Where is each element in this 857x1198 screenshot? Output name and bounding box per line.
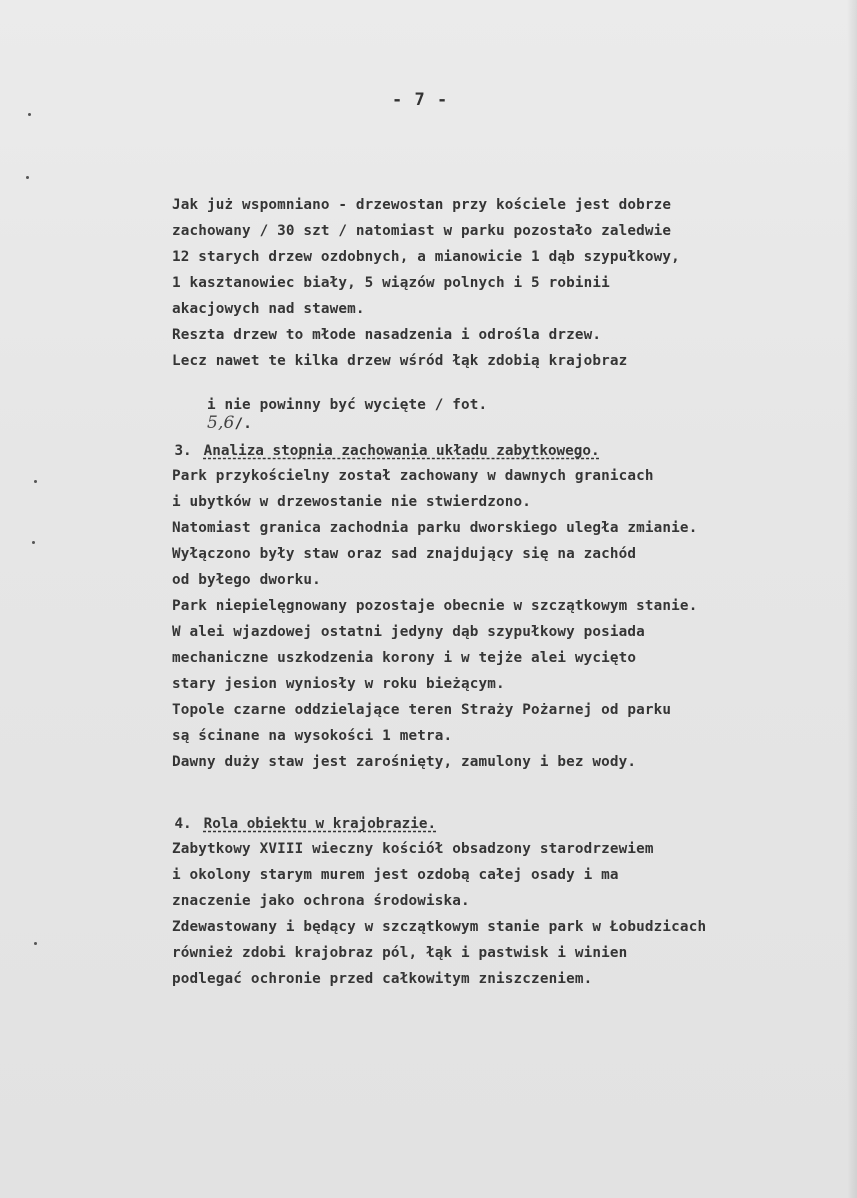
- page-edge-shadow: [847, 0, 857, 1198]
- text-line: Zdewastowany i będący w szczątkowym stanie park w Łobudzicach: [172, 919, 707, 935]
- section-number: 3.: [174, 443, 192, 459]
- text-line: również zdobi krajobraz pól, łąk i pastwisk i winien: [172, 945, 628, 961]
- text-line: Zabytkowy XVIII wieczny kościół obsadzony starodrzewiem: [172, 841, 654, 857]
- text-line: Jak już wspomniano - drzewostan przy kościele jest dobrze: [172, 197, 672, 213]
- text-line: zachowany / 30 szt / natomiast w parku pozostało zaledwie: [172, 223, 672, 239]
- text-line: mechaniczne uszkodzenia korony i w tejże alei wycięto: [172, 650, 637, 666]
- text-line: 1 kasztanowiec biały, 5 wiązów polnych i 5 robinii: [172, 275, 610, 291]
- text-line: Lecz nawet te kilka drzew wśród łąk zdobią krajobraz: [172, 353, 628, 369]
- section-title: Rola obiektu w krajobrazie.: [203, 816, 437, 832]
- text-line: Dawny duży staw jest zarośnięty, zamulony i bez wody.: [172, 754, 637, 770]
- text-fragment: /.: [234, 416, 253, 432]
- text-line: i ubytków w drzewostanie nie stwierdzono.: [172, 494, 532, 510]
- section-title: Analiza stopnia zachowania układu zabytkowego.: [203, 443, 600, 459]
- margin-mark: [34, 942, 37, 945]
- section-number: 4.: [174, 816, 192, 832]
- text-line: podlegać ochronie przed całkowitym zniszczeniem.: [172, 971, 593, 987]
- text-line: są ścinane na wysokości 1 metra.: [172, 728, 453, 744]
- margin-mark: [34, 480, 37, 483]
- text-line: znaczenie jako ochrona środowiska.: [172, 893, 470, 909]
- text-line: W alei wjazdowej ostatni jedyny dąb szypułkowy posiada: [172, 624, 645, 640]
- text-line: Topole czarne oddzielające teren Straży Pożarnej od parku: [172, 702, 672, 718]
- text-line: stary jesion wyniosły w roku bieżącym.: [172, 676, 505, 692]
- text-line: 12 starych drzew ozdobnych, a mianowicie 1 dąb szypułkowy,: [172, 249, 680, 265]
- text-line: od byłego dworku.: [172, 572, 321, 588]
- text-line: Natomiast granica zachodnia parku dworskiego uległa zmianie.: [172, 520, 698, 536]
- margin-mark: [28, 113, 31, 116]
- text-line: Park przykościelny został zachowany w dawnych granicach: [172, 468, 654, 484]
- margin-mark: [26, 176, 29, 179]
- text-line: Reszta drzew to młode nasadzenia i odrośla drzew.: [172, 327, 602, 343]
- margin-mark: [32, 541, 35, 544]
- text-fragment: i nie powinny być wycięte / fot.: [207, 397, 488, 413]
- text-line: Park niepielęgnowany pozostaje obecnie w szczątkowym stanie.: [172, 598, 698, 614]
- text-line: akacjowych nad stawem.: [172, 301, 365, 317]
- text-line: i okolony starym murem jest ozdobą całej osady i ma: [172, 867, 619, 883]
- text-line: Wyłączono były staw oraz sad znajdujący się na zachód: [172, 546, 637, 562]
- page-number: - 7 -: [392, 90, 449, 110]
- handwritten-photo-reference: 5,6: [207, 413, 235, 433]
